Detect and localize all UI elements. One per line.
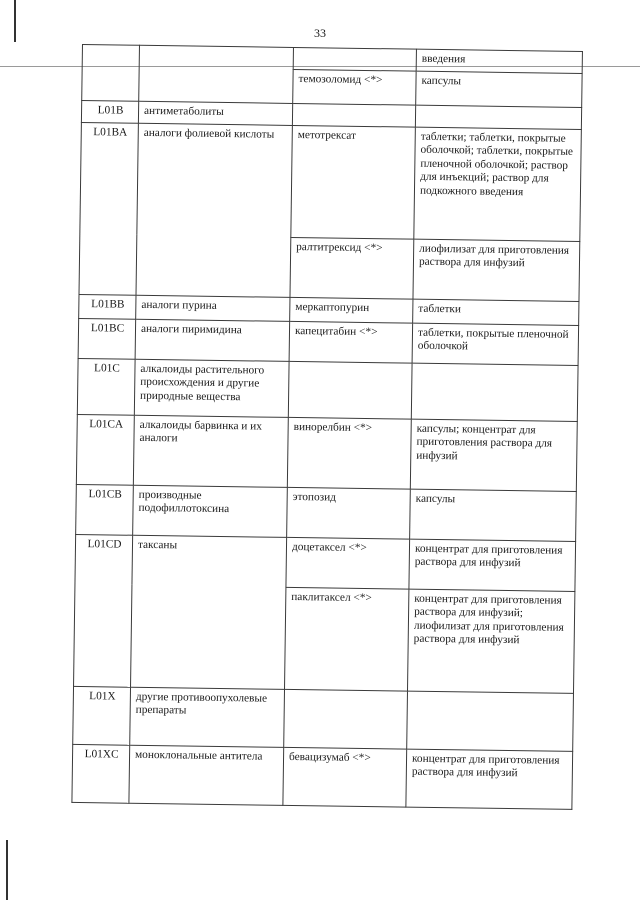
- group-cell: другие противоопухолевые препараты: [130, 687, 285, 747]
- drug-table: [71, 44, 583, 810]
- drug-cell: темозоломид <*>: [293, 69, 416, 105]
- drug-cell: этопозид: [287, 487, 411, 539]
- code-cell: L01XC: [72, 744, 130, 803]
- code-cell: [82, 45, 140, 101]
- drug-cell: доцетаксел <*>: [286, 537, 410, 589]
- code-cell: L01B: [81, 100, 138, 123]
- drug-cell: бевацизумаб <*>: [283, 747, 407, 807]
- table-row: [72, 744, 573, 809]
- form-cell: концентрат для приготовления раствора для инфузий: [409, 539, 576, 591]
- drug-cell: паклитаксел <*>: [285, 587, 409, 691]
- drug-cell: метотрексат: [291, 125, 416, 239]
- group-cell: моноклональные антитела: [129, 745, 284, 805]
- table-row: [75, 534, 576, 591]
- drug-cell: винорелбин <*>: [287, 417, 411, 489]
- form-cell: концентрат для приготовления раствора для инфузий; лиофилизат для приготовления раствора для инфузий: [408, 589, 575, 693]
- drug-cell: [288, 361, 412, 419]
- code-cell: L01CB: [76, 484, 134, 535]
- form-cell: таблетки; таблетки, покрытые оболочкой; таблетки, покрытые пленочной оболочкой; раствор для инъекций; раствор для подкожного введения: [414, 127, 582, 241]
- group-cell: аналоги пиримидина: [135, 319, 290, 361]
- drug-cell: ралтитрексид <*>: [290, 237, 414, 299]
- drug-cell: меркаптопурин: [290, 297, 413, 323]
- code-cell: L01BC: [78, 318, 136, 359]
- form-cell: лиофилизат для приготовления раствора для инфузий: [413, 239, 580, 301]
- table-row: [73, 686, 574, 751]
- table-row: [80, 122, 582, 241]
- drug-cell: капецитабин <*>: [289, 321, 413, 363]
- form-cell: таблетки: [413, 299, 579, 325]
- form-cell: капсулы: [410, 489, 577, 541]
- code-cell: L01C: [77, 358, 135, 415]
- group-cell: алкалоиды барвинка и их аналоги: [133, 415, 288, 487]
- form-cell: [415, 105, 581, 129]
- group-cell: производные подофиллотоксина: [133, 485, 288, 537]
- code-cell: L01BB: [79, 294, 136, 319]
- code-cell: L01X: [73, 686, 131, 745]
- table-row: [76, 414, 577, 491]
- scan-artifact-line: [14, 0, 16, 42]
- header-fragment: введения: [416, 49, 582, 73]
- group-cell: таксаны: [131, 535, 287, 689]
- scan-artifact-line: [6, 840, 8, 900]
- group-cell: аналоги пурина: [136, 295, 290, 321]
- group-cell: аналоги фолиевой кислоты: [136, 123, 292, 297]
- form-cell: концентрат для приготовления раствора для инфузий: [406, 749, 573, 809]
- code-cell: L01CD: [74, 534, 133, 687]
- group-cell: [139, 45, 294, 103]
- page-number: 33: [314, 26, 326, 40]
- drug-cell: [284, 689, 408, 749]
- code-cell: L01CA: [76, 414, 134, 485]
- drug-cell: [293, 47, 416, 70]
- table-row: [76, 484, 577, 541]
- drug-cell: [292, 103, 415, 127]
- code-cell: L01BA: [79, 122, 138, 295]
- form-cell: капсулы; концентрат для приготовления раствора для инфузий: [410, 419, 577, 491]
- form-cell: таблетки, покрытые пленочной оболочкой: [412, 323, 579, 365]
- form-cell: капсулы: [416, 71, 582, 107]
- group-cell: антиметаболиты: [138, 101, 292, 125]
- form-cell: [411, 363, 578, 421]
- table-row: [77, 358, 578, 421]
- group-cell: алкалоиды растительного происхождения и другие природные вещества: [134, 359, 289, 417]
- table-row: [78, 318, 579, 365]
- form-cell: [407, 691, 574, 751]
